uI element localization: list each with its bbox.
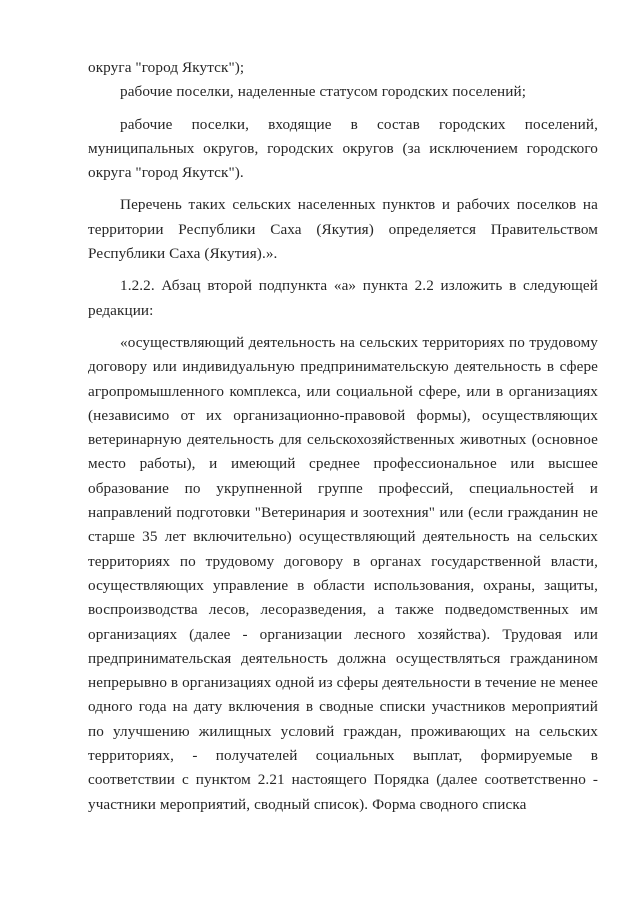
paragraph-list-determination: Перечень таких сельских населенных пунктов и рабочих поселков на территории Республики Саха (Якутия) определяется Правительством Республики Саха (Якутия).». (88, 196, 598, 263)
paragraph-continuation: округа "город Якутск"); (88, 59, 245, 76)
document-body (88, 56, 598, 817)
paragraph-work-settlements-included: рабочие поселки, входящие в состав городских поселений, муниципальных округов, городских округов (за исключением городского округа "город Якутск"). (88, 115, 598, 182)
paragraph-work-settlements-status: рабочие поселки, наделенные статусом городских поселений; (120, 83, 527, 101)
paragraph-new-wording: «осуществляющий деятельность на сельских территориях по трудовому договору или индивидуальную предпринимательскую деятельность в сфере агропромышленного комплекса, или социальной сфере, или в организациях (независимо от их организационно-правовой формы), осуществляющих ветеринарную деятельность для сельскохозяйственных животных (основное место работы), и имеющий среднее профессиональное или высшее образование по укрупненной группе профессий, специальностей и направлений подготовки "Ветеринария и зоотехния" или (если гражданин не старше 35 лет включительно) осуществляющий деятельность на сельских территориях по трудовому договору в органах государственной власти, осуществляющих управление в области использования, охраны, защиты, воспроизводства лесов, лесоразведения, а также подведомственных им организациях (далее - организации лесного хозяйства). Трудовая или предпринимательская деятельность должна осуществляться гражданином непрерывно в организациях одной из сферы деятельности в течение не менее одного года на дату включения в сводные списки участников мероприятий по улучшению жилищных условий граждан, проживающих на сельских территориях, - получателей социальных выплат, формируемые в соответствии с пунктом 2.21 настоящего Порядка (далее соответственно - участники мероприятий, сводный список). Форма сводного списка (88, 333, 598, 813)
paragraph-clause-1-2-2: 1.2.2. Абзац второй подпункта «а» пункта 2.2 изложить в следующей редакции: (88, 277, 598, 319)
